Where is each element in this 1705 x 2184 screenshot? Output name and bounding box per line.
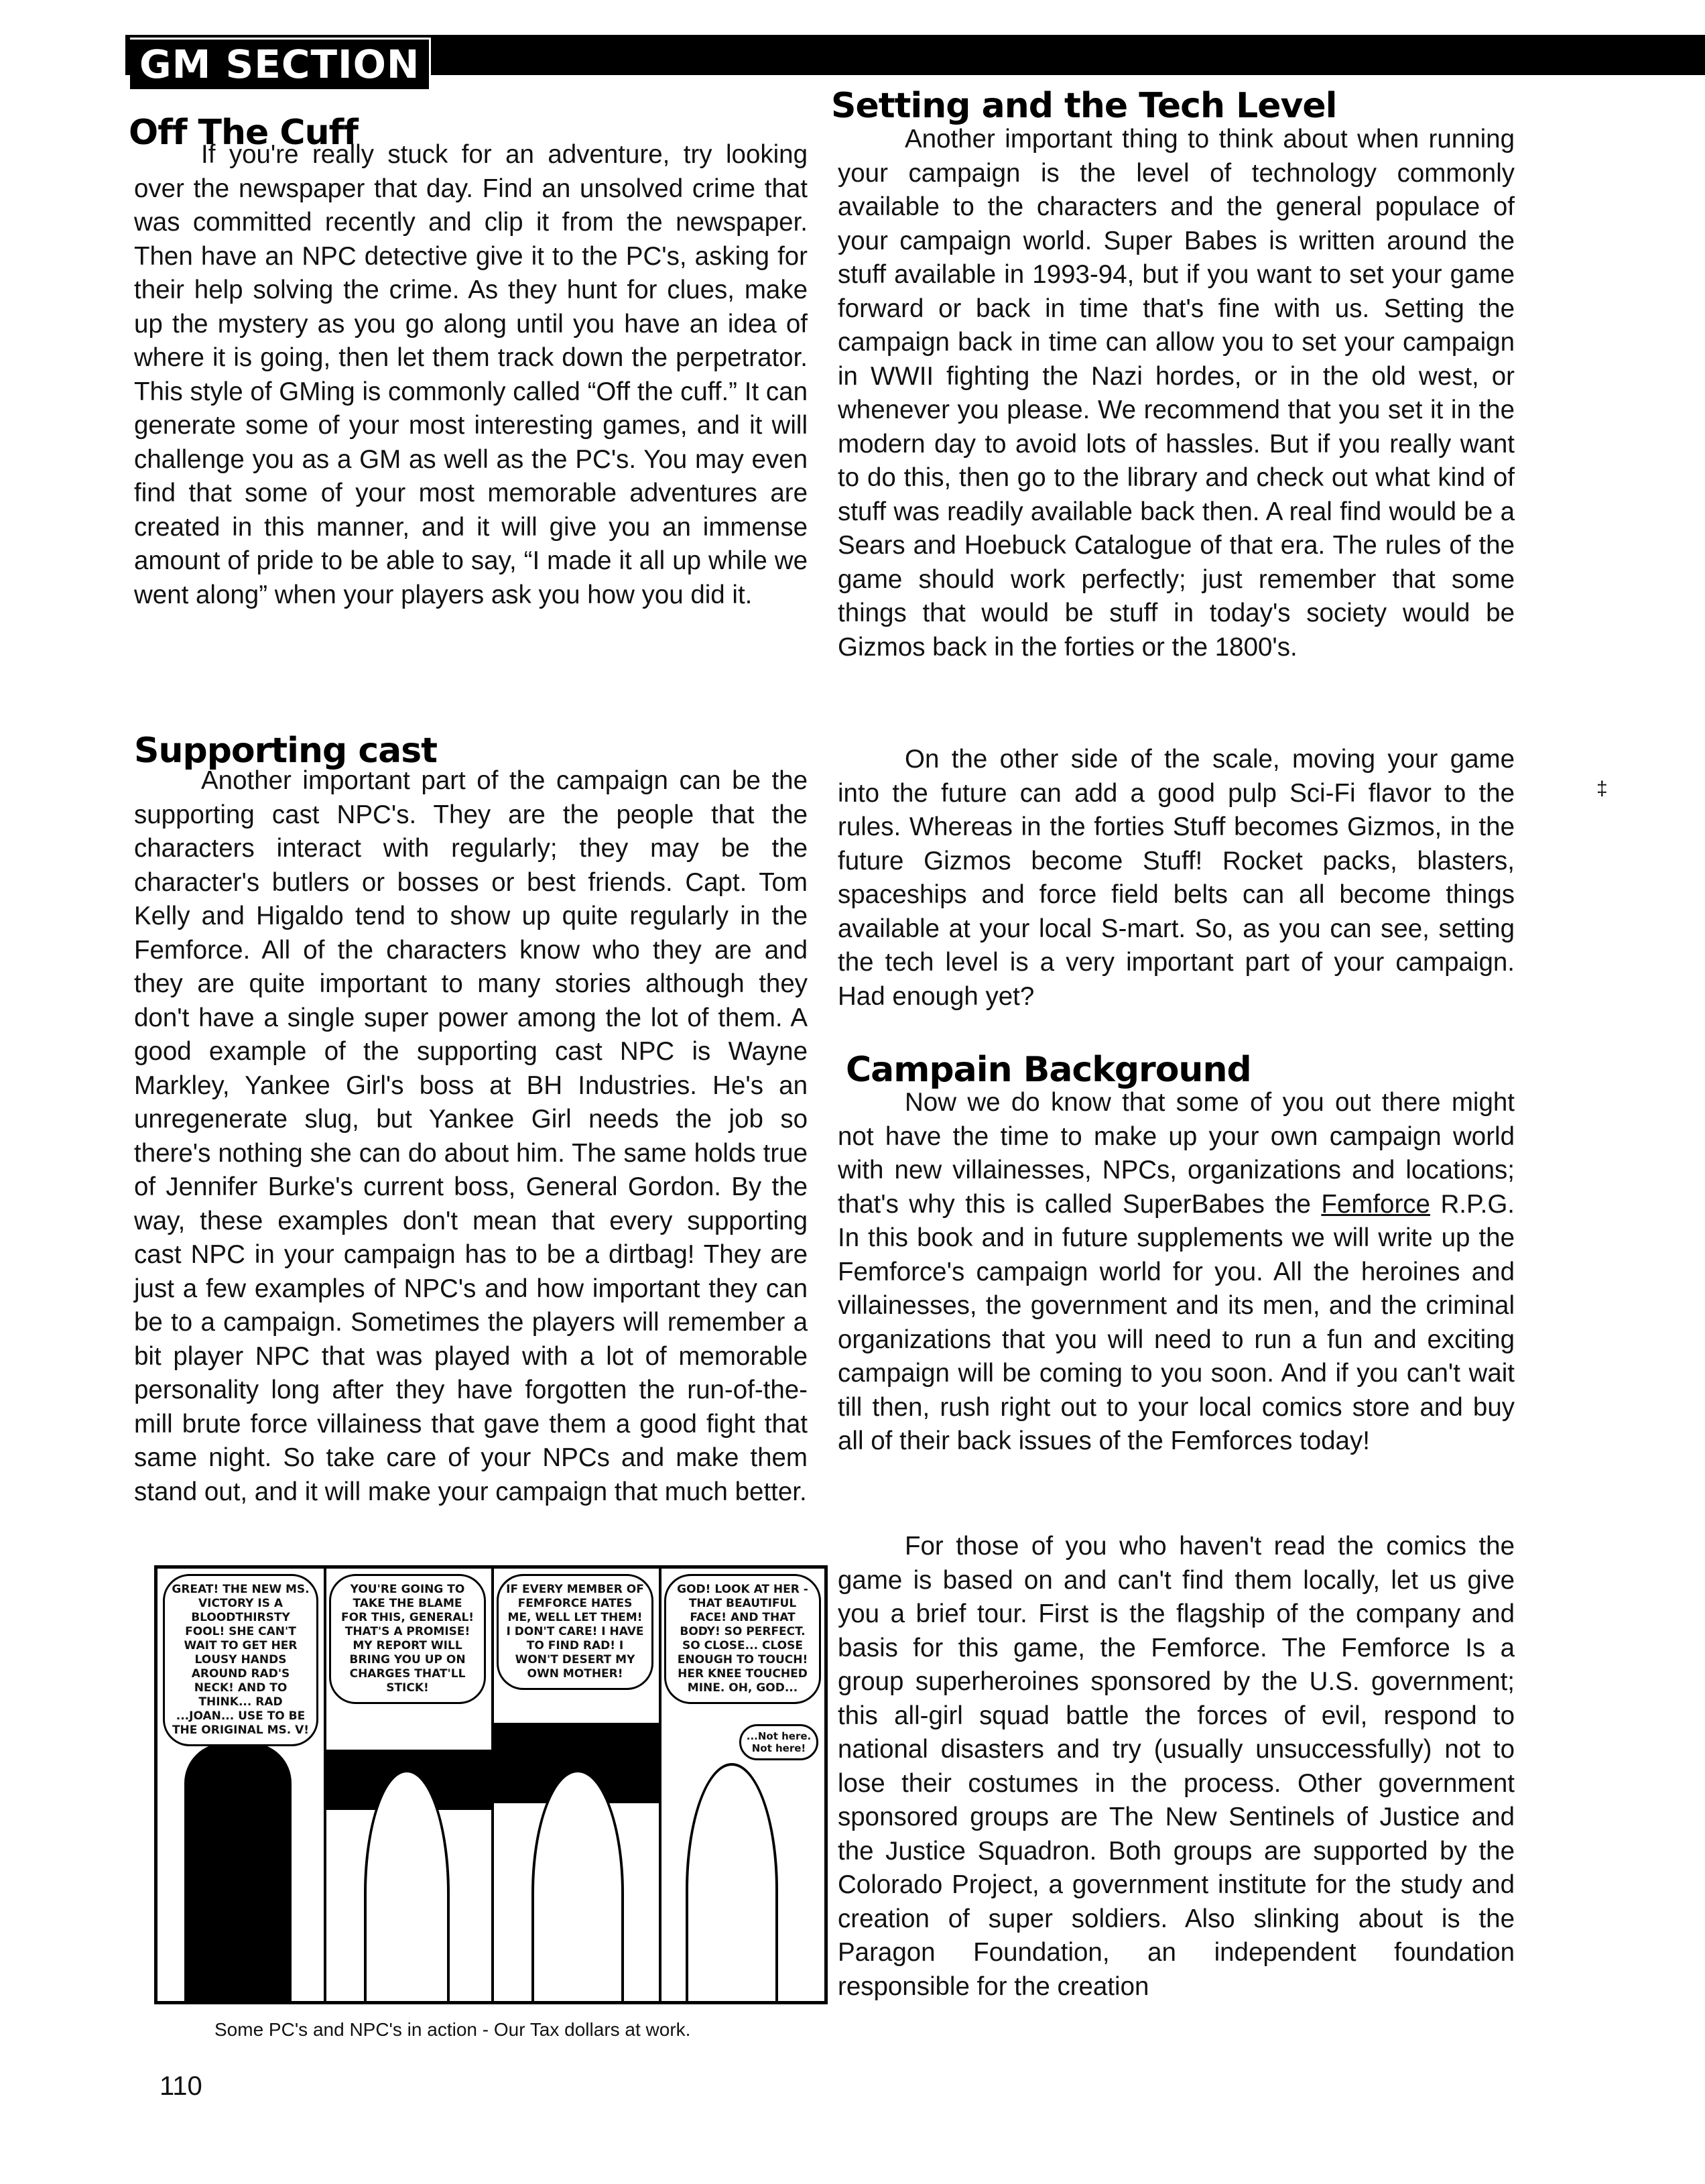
femforce-underlined: Femforce bbox=[1321, 1189, 1430, 1219]
comic-panel-3 bbox=[491, 1569, 661, 2001]
heading-supporting-cast: Supporting cast bbox=[134, 731, 438, 771]
paragraph-campaign-background-1 bbox=[838, 1086, 1515, 1459]
paragraph-tech-level-2: On the other side of the scale, moving your game into the future can add a good pulp Sci-Fi flavor to the rules. Whereas in the forties Stuff becomes Gizmos, in the future Gizmos become Stuff! Rocket packs, blasters, spaceships and force field belts can all become things available at your local S-mart. So, as you can see, setting the tech level is a very important part of your campaign. Had enough yet? bbox=[838, 745, 1515, 1011]
figure-silhouette bbox=[184, 1743, 292, 2001]
figure-general bbox=[364, 1770, 450, 2001]
paragraph-supporting-cast: Another important part of the campaign can be the supporting cast NPC's. They are the people that the characters interact with regularly; they may be the character's butlers or bosses or best friends. Capt. Tom Kelly and Higaldo tend to show up quite regularly in the Femforce. All of the characters know who they are and they are quite important to many stories although they don't have a single super power among the lot of them. A good example of the supporting cast NPC is Wayne Markley, Yankee Girl's boss at BH Industries. He's an unregenerate slug, but Yankee Girl needs the job so there's nothing she can do about him. The same holds true of Jennifer Burke's current boss, General Gordon. By the way, these examples don't mean that every supporting cast NPC in your campaign has to be a dirtbag! They are just a few examples of NPC's and how important they can be to a campaign. Sometimes the players will remember a bit player NPC that was played with a lot of memorable personality long after they have forgotten the run-of-the-mill brute force villainess that gave them a good fight that same night. So take care of your NPCs and make them stand out, and it will make your campaign that much better. bbox=[134, 766, 808, 1506]
page-number: 110 bbox=[160, 2071, 202, 2101]
comic-panel-4 bbox=[659, 1569, 826, 2001]
text: R.P.G. In this book and in future supplements we will write up the Femforce's campaign world for you. All the heroines and villainesses, the government and its men, and the criminal organizations that you will need to run a fun and exciting campaign will be coming to you soon. And if you can't wait till then, rush right out to your local comics store and buy all of their back issues of the Femforces today! bbox=[838, 1189, 1515, 1455]
heading-campaign-background: Campain Background bbox=[846, 1050, 1251, 1090]
section-title: GM SECTION bbox=[130, 38, 431, 91]
speech-bubble-small: ...Not here. Not here! bbox=[739, 1724, 818, 1760]
paragraph-off-the-cuff: If you're really stuck for an adventure, try looking over the newspaper that day. Find an unsolved crime that was committed recently and clip it from the newspaper. Then have an NPC detective give it to the PC's, asking for their help solving the crime. As they hunt for clues, make up the mystery as you go along until you have an idea of where it is going, then let them track down the perpetrator. This style of GMing is commonly called “Off the cuff.” It can generate some of your most interesting games, and it will challenge you as a GM as well as the PC's. You may even find that some of your most memorable adventures are created in this manner, and it will give you an immense amount of pride to be able to say, “I made it all up while we went along” when your players ask you how you did it. bbox=[134, 140, 808, 609]
comic-caption: Some PC's and NPC's in action - Our Tax dollars at work. bbox=[214, 2019, 691, 2040]
speech-bubble: GOD! LOOK AT HER - THAT BEAUTIFUL FACE! AND THAT BODY! SO PERFECT. SO CLOSE... CLOSE ENOUGH TO TOUCH! HER KNEE TOUCHED MINE. OH, GOD... bbox=[664, 1574, 821, 1704]
figure-soldier bbox=[686, 1763, 778, 2001]
speech-bubble: IF EVERY MEMBER OF FEMFORCE HATES ME, WELL LET THEM! I DON'T CARE! I HAVE TO FIND RAD! I WON'T DESERT MY OWN MOTHER! bbox=[497, 1574, 653, 1690]
figure-heroine bbox=[531, 1770, 624, 2001]
heading-off-the-cuff: Off The Cuff bbox=[129, 113, 358, 153]
margin-mark: ‡ bbox=[1596, 778, 1608, 800]
comic-panel-2 bbox=[324, 1569, 494, 2001]
paragraph-campaign-background-2: For those of you who haven't read the comics the game is based on and can't find them locally, let us give you a brief tour. First is the flagship of the company and basis for this game, the Femforce. The Femforce Is a group superheroines sponsored by the U.S. government; this all-girl squad battle the forces of evil, respond to national disasters and try (usually unsuccessfully) not to lose their costumes in the process. Other government sponsored groups are The New Sentinels of Justice and the Justice Squadron. Both groups are supported by the Colorado Project, a government institute for the study and creation of super soldiers. Also slinking about is the Paragon Foundation, an independent foundation responsible for the creation bbox=[838, 1532, 1515, 2001]
text: Now we do know that some of you out there might not have the time to make up your own campaign world with new villainesses, NPCs, organizations and locations; that's why this is called SuperBabes the bbox=[838, 1088, 1515, 1219]
heading-tech-level: Setting and the Tech Level bbox=[831, 86, 1337, 126]
comic-panel-1 bbox=[157, 1569, 326, 2001]
speech-bubble: YOU'RE GOING TO TAKE THE BLAME FOR THIS, GENERAL! THAT'S A PROMISE! MY REPORT WILL BRING YOU UP ON CHARGES THAT'LL STICK! bbox=[329, 1574, 486, 1704]
comic-illustration bbox=[154, 1565, 828, 2004]
speech-bubble: GREAT! THE NEW MS. VICTORY IS A BLOODTHIRSTY FOOL! SHE CAN'T WAIT TO GET HER LOUSY HANDS AROUND RAD'S NECK! AND TO THINK... RAD ...JOAN... USE TO BE THE ORIGINAL MS. V! bbox=[163, 1574, 318, 1746]
paragraph-tech-level-1: Another important thing to think about when running your campaign is the level of technology commonly available to the characters and the general populace of your campaign world. Super Babes is written around the stuff available in 1993-94, but if you want to set your game forward or back in time that's fine with us. Setting the campaign back in time can allow you to set your campaign in WWII fighting the Nazi hordes, or in the old west, or whenever you please. We recommend that you set it in the modern day to avoid lots of hassles. But if you really want to do this, then go to the library and check out what kind of stuff was readily available back then. A real find would be a Sears and Hoebuck Catalogue of that era. The rules of the game should work perfectly; just remember that some things that would be stuff in today's society would be Gizmos back in the forties or the 1800's. bbox=[838, 125, 1515, 662]
